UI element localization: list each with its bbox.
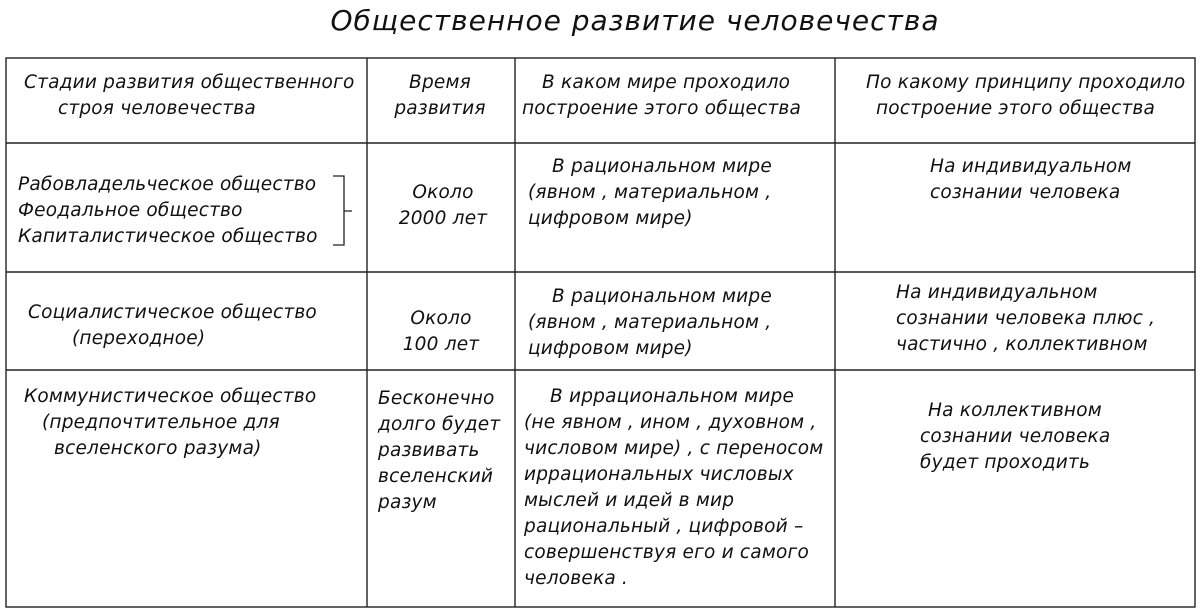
header-time-line: развития: [394, 98, 486, 119]
header-principle-line: По какому принципу проходило: [866, 72, 1186, 93]
world-line: рациональный , цифровой –: [524, 516, 804, 537]
header-principle: [866, 70, 1185, 122]
row1-time: [388, 180, 498, 232]
row2-stages: [28, 300, 317, 352]
time-line: долго будет: [378, 414, 501, 435]
time-line: Бесконечно: [378, 388, 495, 409]
time-line: Около: [412, 182, 474, 203]
principle-line: На коллективном: [928, 400, 1102, 421]
stage-item: Рабовладельческое общество: [18, 174, 317, 195]
stage-item: Феодальное общество: [18, 200, 243, 221]
time-line: разум: [378, 492, 437, 513]
row1-stages: [18, 172, 318, 250]
stage-item: вселенского разума): [54, 438, 262, 459]
principle-line: На индивидуальном: [896, 282, 1098, 303]
row2-principle: [896, 280, 1155, 358]
group-bracket: [333, 176, 352, 245]
time-line: 2000 лет: [398, 208, 488, 229]
row1-principle: [930, 154, 1132, 206]
time-line: 100 лет: [402, 334, 480, 355]
header-time: [392, 70, 488, 122]
world-line: (не явном , ином , духовном ,: [524, 412, 817, 433]
stage-item: Капиталистическое общество: [18, 226, 318, 247]
header-principle-line: построение этого общества: [876, 98, 1156, 119]
stage-item: (переходное): [72, 328, 206, 349]
world-line: иррациональных числовых: [524, 464, 794, 485]
header-world: [522, 70, 801, 122]
world-line: числовом мире) , с переносом: [524, 438, 824, 459]
header-stages: [24, 70, 355, 122]
header-time-line: Время: [409, 72, 471, 93]
world-line: (явном , материальном ,: [528, 182, 772, 203]
row3-world: [524, 384, 823, 592]
time-line: вселенский: [378, 466, 494, 487]
world-line: (явном , материальном ,: [528, 312, 772, 333]
world-line: В рациональном мире: [552, 286, 772, 307]
header-world-line: В каком мире проходило: [542, 72, 791, 93]
header-stages-line: Стадии развития общественного: [24, 72, 355, 93]
page-title: Общественное развитие человечества: [330, 4, 940, 37]
row3-time: [378, 386, 500, 516]
world-line: В иррациональном мире: [550, 386, 795, 407]
principle-line: будет проходить: [920, 452, 1091, 473]
stage-item: Социалистическое общество: [28, 302, 317, 323]
header-world-line: построение этого общества: [522, 98, 802, 119]
world-line: цифровом мире): [528, 208, 693, 229]
world-line: цифровом мире): [528, 338, 693, 359]
stage-item: (предпочтительное для: [42, 412, 280, 433]
principle-line: сознании человека: [930, 182, 1121, 203]
row2-world: [528, 284, 772, 362]
stage-item: Коммунистическое общество: [24, 386, 317, 407]
principle-line: На индивидуальном: [930, 156, 1132, 177]
principle-line: сознании человека: [920, 426, 1111, 447]
row3-stages: [24, 384, 316, 462]
world-line: В рациональном мире: [552, 156, 772, 177]
world-line: человека .: [524, 568, 629, 589]
world-line: совершенствуя его и самого: [524, 542, 809, 563]
row1-world: [528, 154, 772, 232]
principle-line: сознании человека плюс ,: [896, 308, 1156, 329]
row3-principle: [920, 398, 1110, 476]
time-line: развивать: [378, 440, 480, 461]
header-stages-line: строя человечества: [58, 98, 256, 119]
principle-line: частично , коллективном: [896, 334, 1148, 355]
row2-time: [386, 306, 496, 358]
world-line: мыслей и идей в мир: [524, 490, 735, 511]
time-line: Около: [410, 308, 472, 329]
